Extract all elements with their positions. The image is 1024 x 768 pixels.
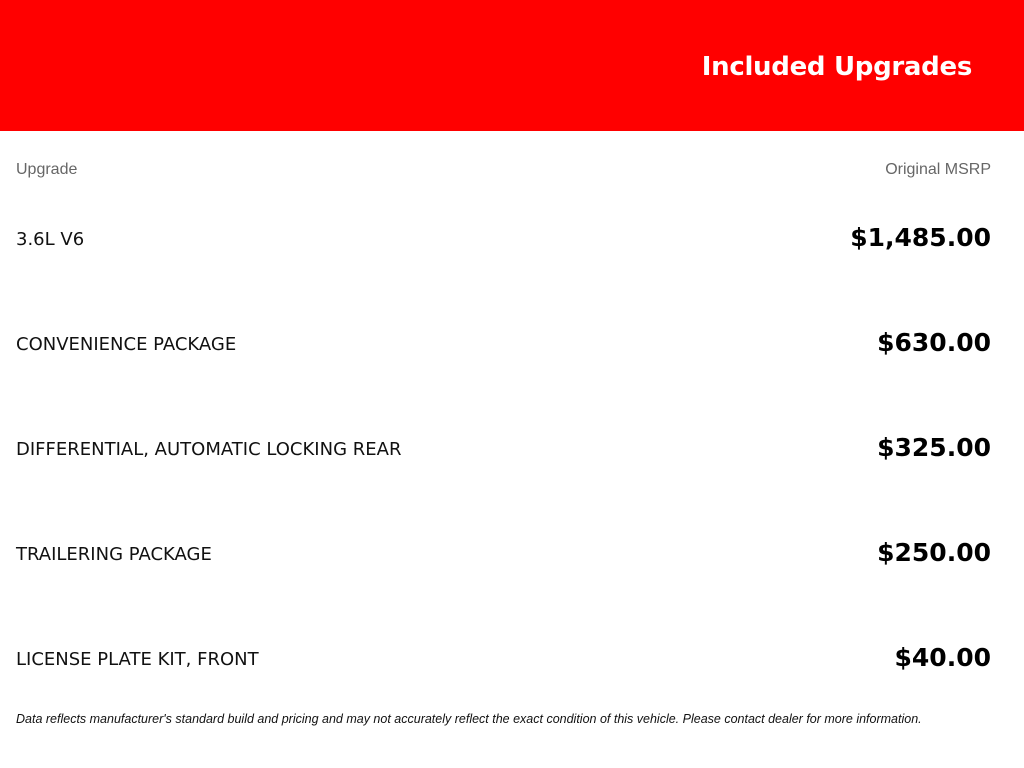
upgrade-name: 3.6L V6 xyxy=(16,229,85,250)
upgrade-name: LICENSE PLATE KIT, FRONT xyxy=(16,649,259,670)
upgrade-name: CONVENIENCE PACKAGE xyxy=(16,334,237,355)
upgrade-price: $1,485.00 xyxy=(850,223,991,252)
upgrade-row xyxy=(16,534,991,574)
upgrade-name: TRAILERING PACKAGE xyxy=(16,544,212,565)
column-header-msrp: Original MSRP xyxy=(885,161,991,178)
upgrade-price: $325.00 xyxy=(877,433,991,462)
page-title: Included Upgrades xyxy=(701,52,972,82)
upgrade-row xyxy=(16,639,991,679)
upgrade-price: $250.00 xyxy=(877,538,991,567)
column-header-upgrade: Upgrade xyxy=(16,161,78,178)
upgrade-row xyxy=(16,429,991,469)
upgrade-price: $40.00 xyxy=(894,643,991,672)
upgrade-name: DIFFERENTIAL, AUTOMATIC LOCKING REAR xyxy=(16,439,402,460)
header-banner xyxy=(0,0,1024,131)
upgrade-row xyxy=(16,324,991,364)
upgrade-row xyxy=(16,219,991,259)
disclaimer-text: Data reflects manufacturer's standard build and pricing and may not accurately reflect the exact condition of this vehicle. Please contact dealer for more information. xyxy=(16,712,922,726)
upgrade-price: $630.00 xyxy=(877,328,991,357)
